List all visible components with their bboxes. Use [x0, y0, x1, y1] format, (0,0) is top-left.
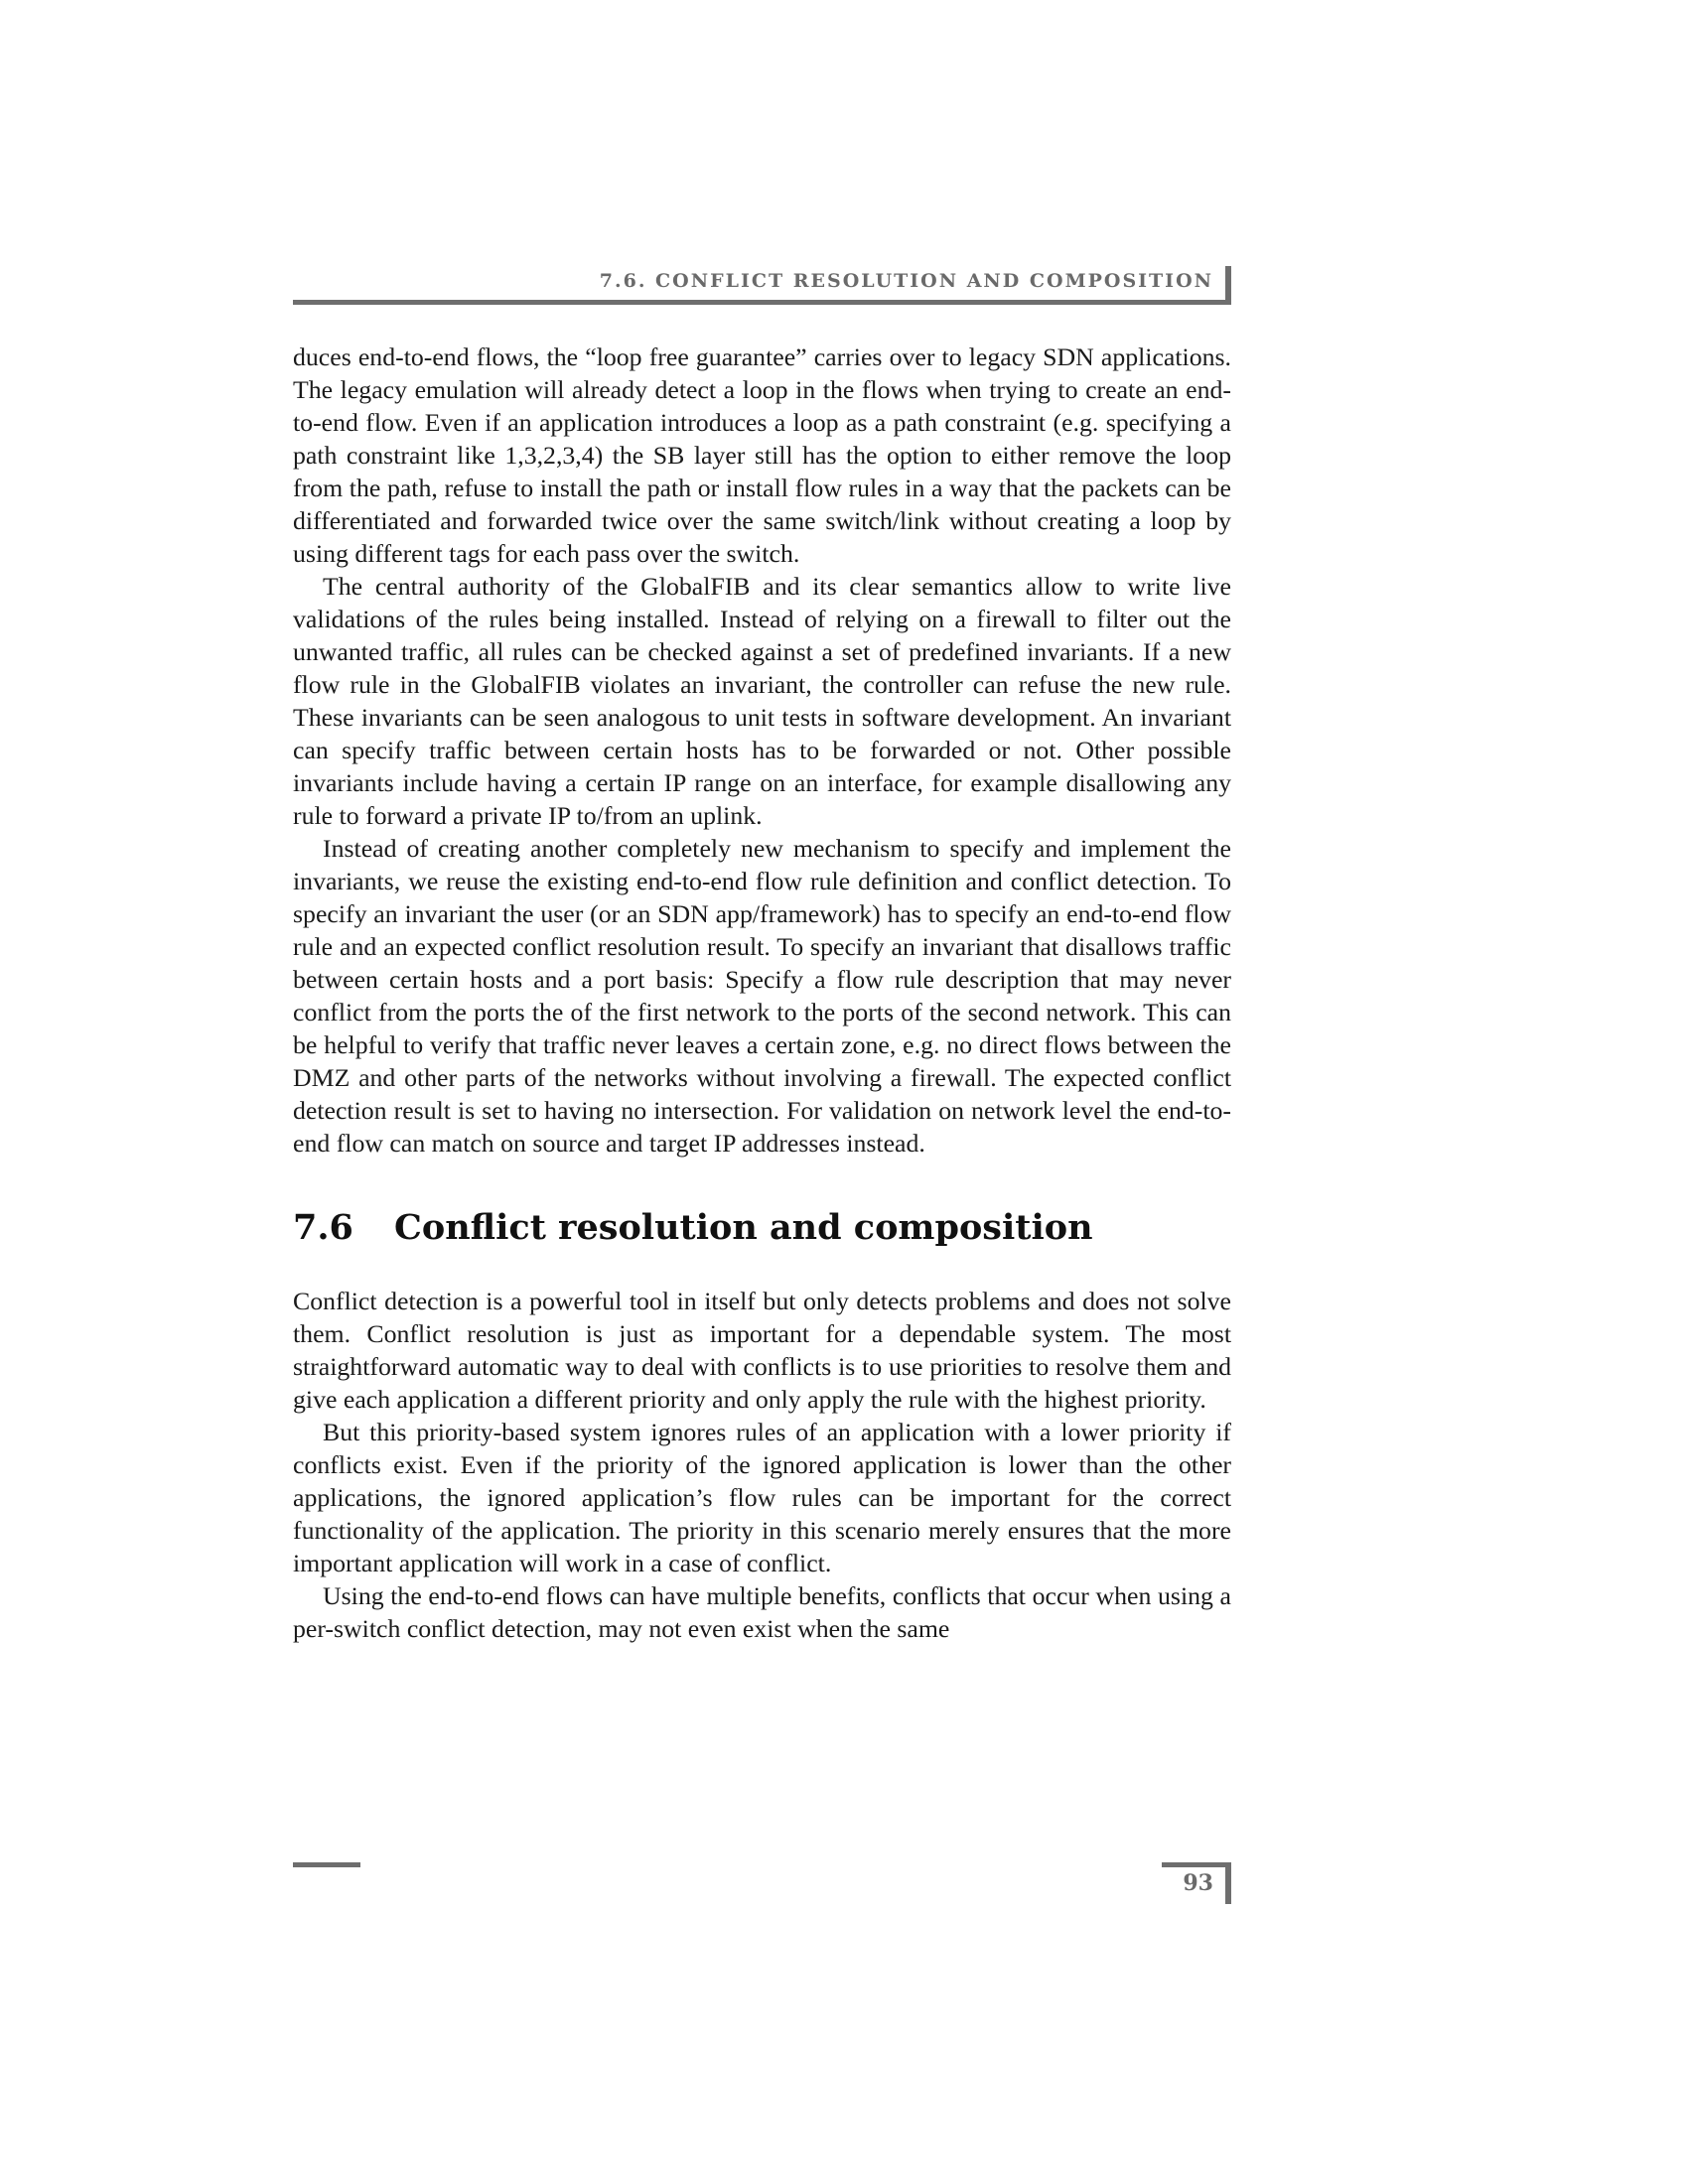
section-number: 7.6: [293, 1207, 353, 1248]
page-number: 93: [1183, 1870, 1213, 1896]
paragraph-invariants: Instead of creating another completely new mechanism to specify and implement the invariants, we reuse the existing end-to-end flow rule definition and conflict detection. To specify an invariant the user (or an SDN app/framework) has to specify an end-to-end flow rule and an expected conflict resolution result. To specify an invariant that disallows traffic between certain hosts and a port basis: Specify a flow rule description that may never conflict from the ports the of the first network to the ports of the second network. This can be helpful to verify that traffic never leaves a certain zone, e.g. no direct flows between the DMZ and other parts of the networks without involving a firewall. The expected conflict detection result is set to having no intersection. For validation on network level the end-to-end flow can match on source and target IP addresses instead.: [293, 834, 1231, 1158]
header-corner-bar: [1225, 266, 1231, 305]
body-text: [293, 341, 1231, 1645]
running-header-title: 7.6. CONFLICT RESOLUTION AND COMPOSITION: [599, 270, 1213, 292]
header-rule: [293, 300, 1231, 305]
footer-rule: [1162, 1862, 1231, 1867]
paragraph-end-to-end-benefits: Using the end-to-end flows can have multiple benefits, conflicts that occur when using a per-switch conflict detection, may not even exist when the same: [293, 1581, 1231, 1643]
paragraph-priority-system: But this priority-based system ignores rules of an application with a lower priority if conflicts exist. Even if the priority of the ignored application is lower than the other applications, the ignored application’s flow rules can be important for the correct functionality of the application. The priority in this scenario merely ensures that the more important application will work in a case of conflict.: [293, 1418, 1231, 1577]
paragraph-globalfib-validations: The central authority of the GlobalFIB and its clear semantics allow to write live validations of the rules being installed. Instead of relying on a firewall to filter out the unwanted traffic, all rules can be checked against a set of predefined invariants. If a new flow rule in the GlobalFIB violates an invariant, the controller can refuse the new rule. These invariants can be seen analogous to unit tests in software development. An invariant can specify traffic between certain hosts has to be forwarded or not. Other possible invariants include having a certain IP range on an interface, for example disallowing any rule to forward a private IP to/from an uplink.: [293, 572, 1231, 830]
paragraph-conflict-detection: Conflict detection is a powerful tool in itself but only detects problems and does not solve them. Conflict resolution is just as important for a dependable system. The most straightforward automatic way to deal with conflicts is to use priorities to resolve them and give each application a different priority and only apply the rule with the highest priority.: [293, 1287, 1231, 1414]
running-header: [293, 266, 1231, 306]
footer-page-marker: [1162, 1862, 1231, 1904]
section-heading: [293, 1207, 1231, 1249]
section-title: Conflict resolution and composition: [394, 1207, 1093, 1248]
footer-left-rule: [293, 1862, 360, 1867]
paragraph-continuation: duces end-to-end flows, the “loop free guarantee” carries over to legacy SDN applications. The legacy emulation will already detect a loop in the flows when trying to create an end-to-end flow. Even if an application introduces a loop as a path constraint (e.g. specifying a path constraint like 1,3,2,3,4) the SB layer still has the option to either remove the loop from the path, refuse to install the path or install flow rules in a way that the packets can be differentiated and forwarded twice over the same switch/link without creating a loop by using different tags for each pass over the switch.: [293, 342, 1231, 568]
footer-corner-bar: [1225, 1862, 1231, 1904]
